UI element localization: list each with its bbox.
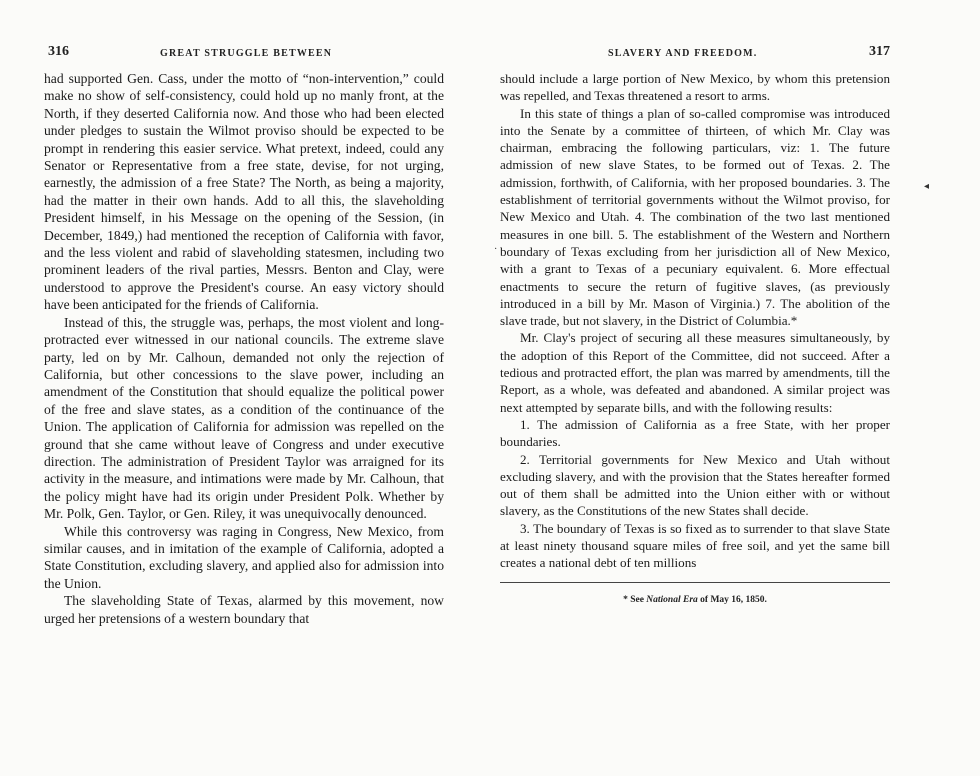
left-page [44,38,444,758]
list-item: 1. The admission of California as a free State, with her proper boundaries. [500,416,890,450]
paragraph: The slaveholding State of Texas, alarmed by this movement, now urged her pretensions of a western boundary that [44,593,444,626]
right-page-number: 317 [869,44,890,59]
footnote-suffix: of May 16, 1850. [697,594,767,605]
paragraph: In this state of things a plan of so-called compromise was introduced into the Senate by a committee of thirteen, of which Mr. Clay was chairman, embracing the following particulars, viz: 1. The future admission of new slave States, to be formed out of Texas. 2. The admission, forthwith, of California, with her proposed boundaries. 3. The establishment of territorial governments without the Wilmot proviso, for New Mexico and Utah. 4. The combination of the two last mentioned measures in one bill. 5. The establishment of the Western and Northern boundary of Texas excluding from her jurisdiction all of New Mexico, with a grant to Texas of a pecuniary equivalent. 6. More effectual enactments to secure the return of fugitive slaves, (as previously introduced in a bill by Mr. Mason of Virginia.) 7. The abolition of the slave trade, but not slavery, in the District of Columbia.* [500,105,890,329]
right-page [500,38,890,758]
left-running-title: GREAT STRUGGLE BETWEEN [160,48,333,59]
footnote-divider [500,582,890,583]
paragraph: Instead of this, the struggle was, perhaps, the most violent and long-protracted ever witnessed in our national councils. The extreme slave party, led on by Mr. Calhoun, demanded not only the rejection of California, but other concessions to the slave power, including an amendment of the Constitution that should equalize the political power of the free and slave states, as a condition of the continuance of the Union. The application of California for admission was repelled on the ground that she came without leave of Congress and under executive direction. The administration of President Taylor was arraigned for its activity in the measure, and intimations were made by Mr. Calhoun, that the policy might have had its origin under President Polk. Whether by Mr. Polk, Gen. Taylor, or Gen. Riley, it was unequivocally denounced. [44,314,444,522]
paragraph: should include a large portion of New Mexico, by whom this pretension was repelled, and Texas threatened a resort to arms. [500,71,890,104]
left-page-number: 316 [48,44,69,59]
paragraph: While this controversy was raging in Congress, New Mexico, from similar causes, and in imitation of the example of California, adopted a State Constitution, excluding slavery, and applied also for admission into the Union. [44,523,444,591]
footnote-prefix: * See [623,594,647,605]
right-body-text [500,70,890,572]
footnote [500,595,890,605]
left-body-text [44,70,444,627]
footnote-source: National Era [646,594,698,605]
margin-dot-icon: · [494,244,498,255]
margin-dot-icon: ◂ [924,181,930,192]
paragraph: had supported Gen. Cass, under the motto of “non-intervention,” could make no show of self-consistency, could hold up no manly front, at the North, if they deserted California now. And those who had been elected under pledges to sustain the Wilmot proviso should be expected to be prompt in rendering this easier service. What pretext, indeed, could any Senator or Representative from a free state, devise, for not urging, earnestly, the admission of a free State? The North, as being a majority, had the matter in their own hands. Add to all this, the slaveholding President himself, in his Message on the opening of the Session, (in December, 1849,) had mentioned the reception of California with favor, and the less violent and rabid of slaveholding statesmen, including two prominent leaders of the rival parties, Messrs. Benton and Clay, were understood to approve the President's course. An easy victory should have been anticipated for the friends of California. [44,71,444,313]
right-running-head [500,38,890,58]
left-running-head [44,38,444,58]
right-running-title: SLAVERY AND FREEDOM. [608,48,758,59]
paragraph: Mr. Clay's project of securing all these measures simultaneously, by the adoption of this Report of the Committee, did not succeed. After a tedious and protracted effort, the plan was marred by amendments, till the Report, as a whole, was defeated and abandoned. A similar project was next attempted by separate bills, and with the following results: [500,330,890,415]
list-item: 3. The boundary of Texas is so fixed as to surrender to that slave State at least ninety thousand square miles of free soil, and yet the same bill creates a national debt of ten millions [500,520,890,571]
list-item: 2. Territorial governments for New Mexico and Utah without excluding slavery, and with the provision that the States hereafter formed out of them shall be admitted into the Union either with or without slavery, as the Constitutions of the new States shall decide. [500,451,890,519]
